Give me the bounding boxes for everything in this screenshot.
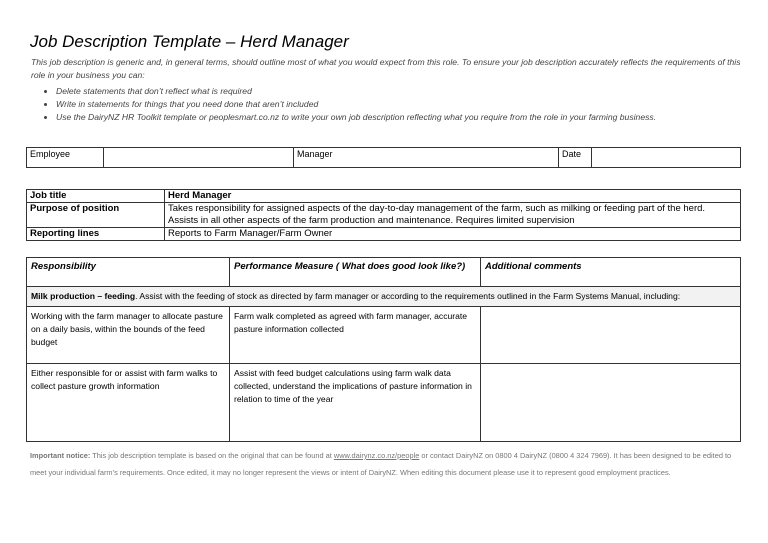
important-notice xyxy=(30,447,745,481)
instruction-list xyxy=(42,85,656,124)
reporting-value: Reports to Farm Manager/Farm Owner xyxy=(168,228,333,239)
notice-text: This job description template is based on the original that can be found at xyxy=(90,451,334,460)
header-responsibility: Responsibility xyxy=(27,258,230,287)
notice-label: Important notice: xyxy=(30,451,91,460)
responsibility-table xyxy=(26,257,741,442)
header-comments: Additional comments xyxy=(481,258,741,287)
date-field[interactable] xyxy=(592,148,741,168)
dairynz-link[interactable]: www.dairynz.co.nz/people xyxy=(333,451,420,460)
page-title: Job Description Template – Herd Manager xyxy=(30,32,349,51)
comments-cell[interactable] xyxy=(481,364,741,442)
manager-label: Manager xyxy=(294,148,559,168)
employee-field[interactable] xyxy=(104,148,294,168)
list-item: • Delete statements that don’t reflect what is required xyxy=(56,85,656,98)
section-title: Milk production – feeding xyxy=(31,291,136,301)
header-performance: Performance Measure ( What does good look like?) xyxy=(230,258,481,287)
measure-cell: Assist with feed budget calculations using farm walk data collected, understand the implications of pasture information in relation to time of the year xyxy=(230,364,481,442)
section-text: . Assist with the feeding of stock as directed by farm manager or according to the requirements outlined in the Farm Systems Manual, including: xyxy=(135,291,681,301)
responsibility-cell: Working with the farm manager to allocate pasture on a daily basis, within the bounds of the feed budget xyxy=(27,307,230,364)
reporting-label: Reporting lines xyxy=(27,228,165,241)
comments-cell[interactable] xyxy=(481,307,741,364)
list-item: • Use the DairyNZ HR Toolkit template or peoplesmart.co.nz to write your own job description reflecting what you require from the role in your farming business. xyxy=(56,111,656,124)
intro-text: This job description is generic and, in general terms, should outline most of what you would expect from this role. To ensure your job description accurately reflects the requirements of this role in your business you can: xyxy=(31,57,741,80)
notice-text: or contact DairyNZ on 0800 4 DairyNZ (0800 4 324 7969). It has been designed to be edited to meet your individual farm’s requirements. Once edited, it may no longer represent the views or intent of DairyNZ. When editing this document please use it to represent good employment practices. xyxy=(30,451,732,477)
job-title-label: Job title xyxy=(27,190,165,203)
purpose-value: Takes responsibility for assigned aspects of the day-to-day management of the farm, such as milking or feeding part of the herd. Assists in all other aspects of the farm production and maintenance. Requires limited supervision xyxy=(168,203,706,226)
list-item: • Write in statements for things that you need done that aren’t included xyxy=(56,98,656,111)
date-label: Date xyxy=(559,148,592,168)
employee-table xyxy=(26,147,741,168)
responsibility-cell: Either responsible for or assist with farm walks to collect pasture growth information xyxy=(27,364,230,442)
purpose-label: Purpose of position xyxy=(27,203,165,228)
section-row xyxy=(27,287,741,307)
employee-label: Employee xyxy=(27,148,104,168)
details-table xyxy=(26,189,741,241)
measure-cell: Farm walk completed as agreed with farm manager, accurate pasture information collected xyxy=(230,307,481,364)
job-title-value: Herd Manager xyxy=(168,190,232,201)
